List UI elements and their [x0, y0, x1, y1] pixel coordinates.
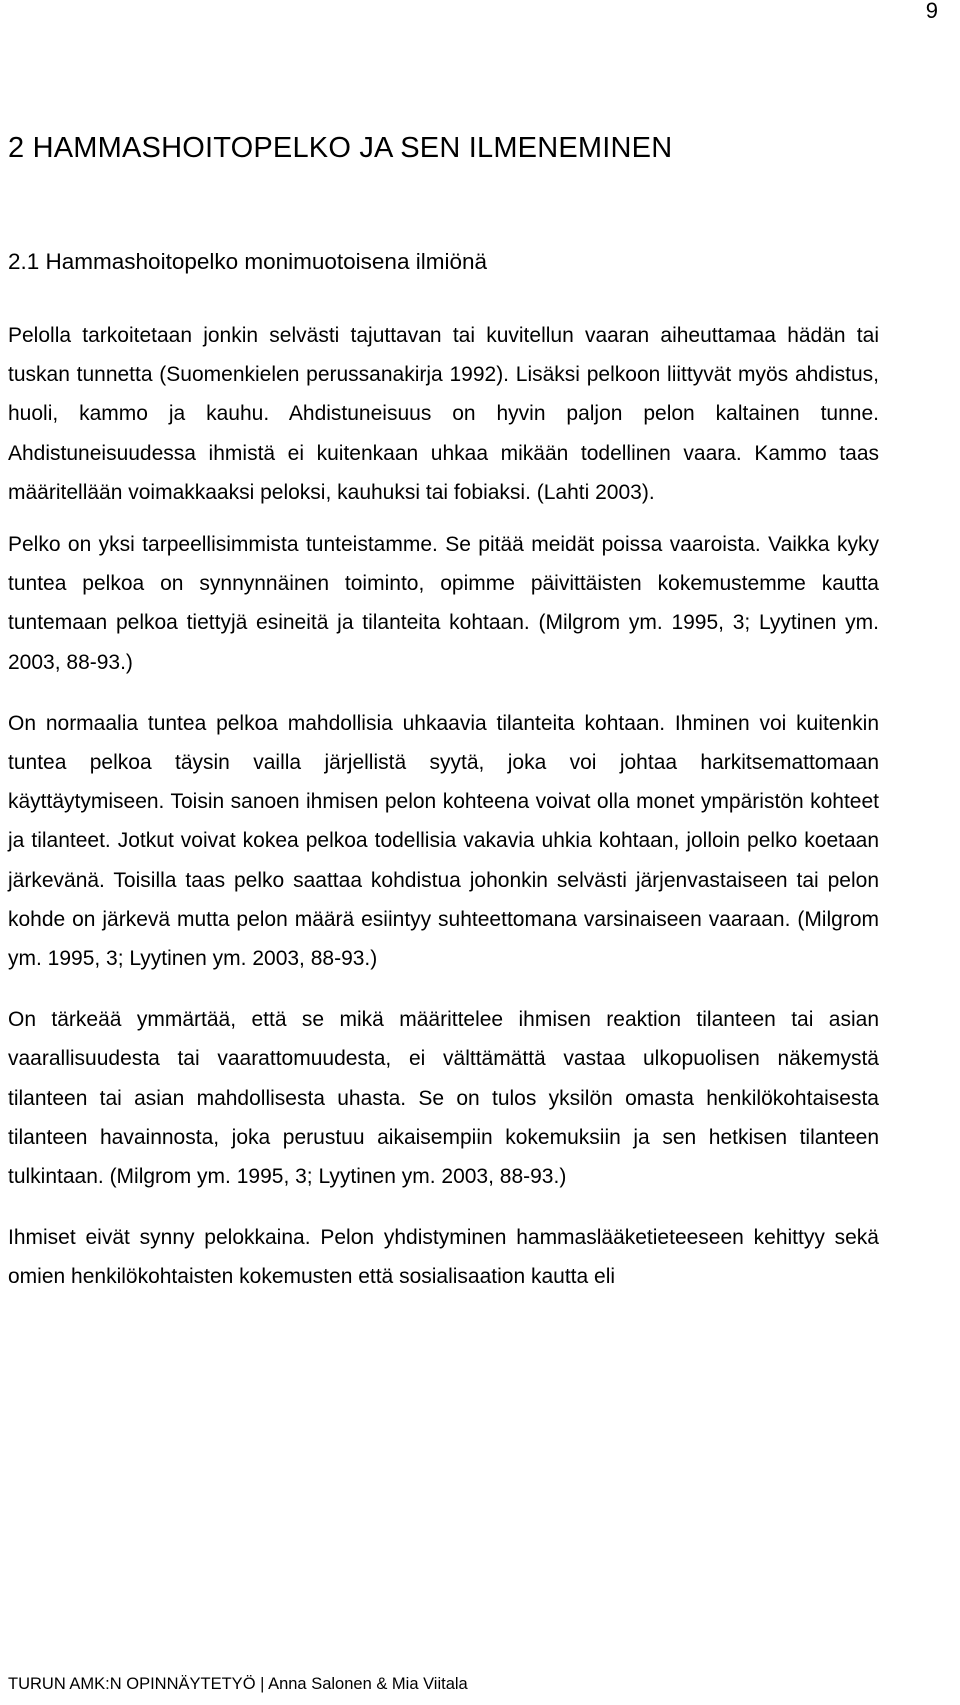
page-number: 9	[925, 0, 938, 23]
paragraph-reaction-perception: On tärkeää ymmärtää, että se mikä määrittelee ihmisen reaktion tilanteen tai asian vaarallisuudesta tai vaarattomuudesta, ei välttämättä vastaa ulkopuolisen näkemystä tilanteen tai asian mahdollisesta uhasta. Se on tulos yksilön omasta henkilökohtaisesta tilanteen havainnosta, joka perustuu aikaisempiin kokemuksiin ja sen hetkisen tilanteen tulkintaan. (Milgrom ym. 1995, 3; Lyytinen ym. 2003, 88-93.)	[8, 1008, 879, 1189]
paragraph-not-born-fearful: Ihmiset eivät synny pelokkaina. Pelon yhdistyminen hammaslääketieteeseen kehittyy sekä omien henkilökohtaisten kokemusten että sosialisaation kautta eli	[8, 1226, 879, 1289]
paragraph-fear-definition: Pelolla tarkoitetaan jonkin selvästi tajuttavan tai kuvitellun vaaran aiheuttamaa hädän tai tuskan tunnetta (Suomenkielen perussanakirja 1992). Lisäksi pelkoon liittyvät myös ahdistus, huoli, kammo ja kauhu. Ahdistuneisuus on hyvin paljon pelon kaltainen tunne. Ahdistuneisuudessa ihmistä ei kuitenkaan uhkaa mikään todellinen vaara. Kammo taas määritellään voimakkaaksi peloksi, kauhuksi tai fobiaksi. (Lahti 2003).	[8, 324, 879, 504]
paragraph-normal-fear: On normaalia tuntea pelkoa mahdollisia uhkaavia tilanteita kohtaan. Ihminen voi kuitenkin tuntea pelkoa täysin vailla järjellistä syytä, joka voi johtaa harkitsemattomaan käyttäytymiseen. Toisin sanoen ihmisen pelon kohteena voivat olla monet ympäristön kohteet ja tilanteet. Jotkut voivat kokea pelkoa todellisia vakavia uhkia kohtaan, jolloin pelko koetaan järkevänä. Toisilla taas pelko saattaa kohdistua johonkin selvästi järjenvastaiseen tai pelon kohde on järkevä mutta pelon määrä esiintyy suhteettomana varsinaiseen vaaraan. (Milgrom ym. 1995, 3; Lyytinen ym. 2003, 88-93.)	[8, 711, 879, 971]
chapter-heading: 2 HAMMASHOITOPELKO JA SEN ILMENEMINEN	[8, 132, 673, 164]
document-body	[8, 128, 879, 1297]
paragraph-fear-necessity: Pelko on yksi tarpeellisimmista tunteistamme. Se pitää meidät poissa vaaroista. Vaikka kyky tuntea pelkoa on synnynnäinen toiminto, opimme päivittäisten kokemustemme kautta tuntemaan pelkoa tiettyjä esineitä ja tilanteita kohtaan. (Milgrom ym. 1995, 3; Lyytinen ym. 2003, 88-93.)	[8, 533, 879, 674]
page-footer: TURUN AMK:N OPINNÄYTETYÖ | Anna Salonen & Mia Viitala	[8, 1675, 468, 1693]
section-heading: 2.1 Hammashoitopelko monimuotoisena ilmiönä	[8, 249, 487, 274]
